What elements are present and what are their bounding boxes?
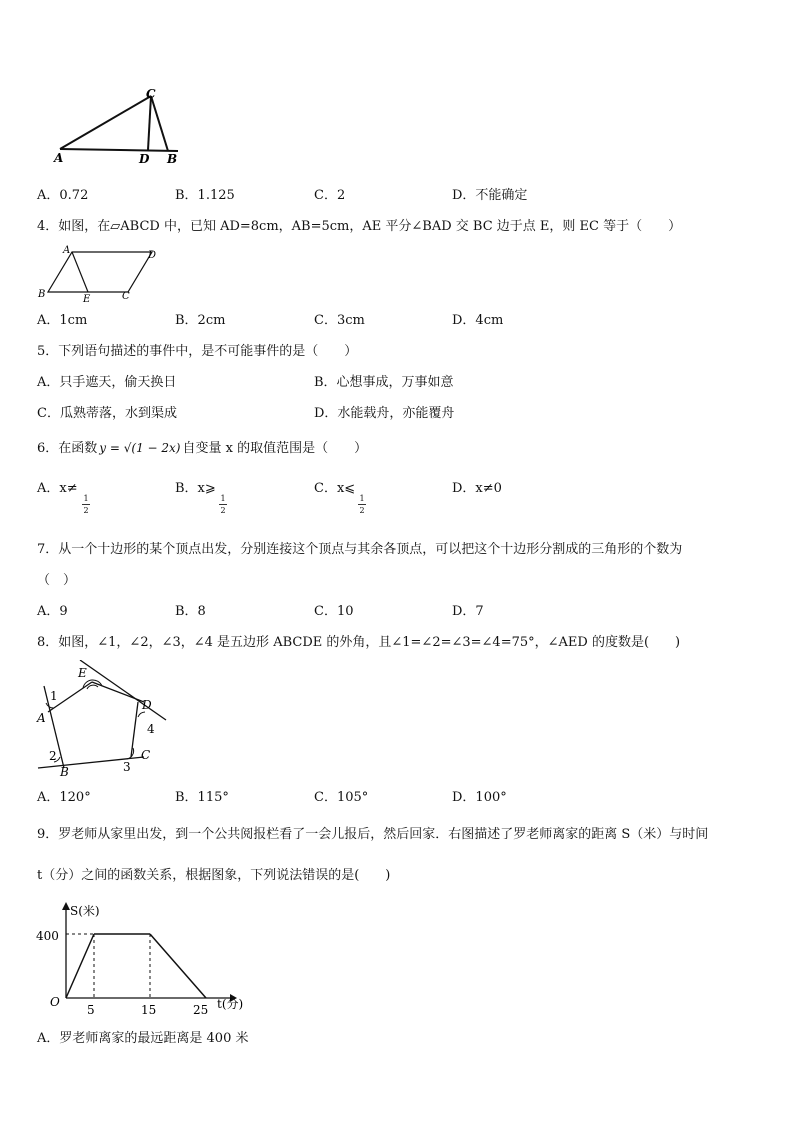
- q9-stem: 9．罗老师从家里出发，到一个公共阅报栏看了一会儿报后，然后回家．右图描述了罗老师离家的距离 S（米）与时间: [37, 827, 709, 842]
- q9-y-arrow: [62, 902, 70, 910]
- q3-label-a: A: [54, 151, 64, 165]
- q7-option-b: B．8: [175, 604, 206, 619]
- q4-label-d: D: [148, 250, 157, 261]
- q7-option-a: A．9: [37, 604, 68, 619]
- q8-option-b: B．115°: [175, 790, 229, 805]
- q6-stem: [37, 439, 367, 458]
- q5-option-d: D．水能载舟，亦能覆舟: [314, 406, 455, 421]
- q6-option-b: B．x⩾: [175, 481, 216, 496]
- q6-option-c-fraction: 1 2: [359, 494, 365, 515]
- q9-x-axis-label: t(分): [217, 997, 244, 1011]
- q4-label-b: B: [38, 289, 46, 300]
- q4-option-d: D．4cm: [452, 313, 504, 328]
- q8-option-a: A．120°: [37, 790, 91, 805]
- q9-stem-cont: t（分）之间的函数关系，根据图象，下列说法错误的是( ): [37, 868, 391, 883]
- q8-label-d: D: [142, 698, 152, 712]
- q3-option-d: D．不能确定: [452, 188, 528, 203]
- q9-origin-label: O: [50, 995, 60, 1009]
- q6-option-a-fraction: 1 2: [83, 494, 89, 515]
- q4-option-c: C．3cm: [314, 313, 365, 328]
- q8-pentagon-figure: [34, 660, 174, 782]
- q9-series-segment-2: [150, 934, 206, 998]
- q3-label-c: C: [146, 87, 156, 101]
- q5-option-b: B．心想事成，万事如意: [314, 375, 454, 390]
- q8-option-c: C．105°: [314, 790, 369, 805]
- q8-angle-1: 1: [50, 689, 58, 703]
- q6-stem-after: 自变量 x 的取值范围是（ ）: [182, 441, 368, 456]
- q4-option-a: A．1cm: [37, 313, 88, 328]
- q8-angle-2: 2: [49, 749, 57, 763]
- q3-label-d: D: [139, 152, 150, 166]
- q8-stem: 8．如图，∠1，∠2，∠3，∠4 是五边形 ABCDE 的外角，且∠1=∠2=∠3=∠4=75°，∠AED 的度数是( ): [37, 635, 681, 650]
- q8-label-a: A: [37, 711, 46, 725]
- q6-option-a: A．x≠: [37, 481, 78, 496]
- q8-angle-4: 4: [147, 722, 155, 736]
- q7-option-c: C．10: [314, 604, 354, 619]
- q3-option-c: C．2: [314, 188, 346, 203]
- q4-parallelogram-figure: [36, 242, 166, 304]
- q4-label-a: A: [63, 245, 71, 256]
- q9-y-axis-label: S(米): [70, 904, 100, 918]
- q8-option-d: D．100°: [452, 790, 507, 805]
- q9-x-tick-15: 15: [141, 1003, 157, 1017]
- q4-label-c: C: [122, 291, 130, 302]
- q6-option-d: D．x≠0: [452, 481, 502, 496]
- q7-stem: 7．从一个十边形的某个顶点出发，分别连接这个顶点与其余各顶点，可以把这个十边形分割成的三角形的个数为: [37, 542, 683, 557]
- q6-option-b-fraction: 1 2: [220, 494, 226, 515]
- q9-x-tick-25: 25: [193, 1003, 209, 1017]
- q4-stem: 4．如图，在▱ABCD 中，已知 AD=8cm，AB=5cm，AE 平分∠BAD 交 BC 边于点 E，则 EC 等于（ ）: [37, 219, 682, 234]
- q8-angle-3: 3: [123, 760, 131, 774]
- q5-option-a: A．只手遮天，偷天换日: [37, 375, 177, 390]
- q3-option-b: B．1.125: [175, 188, 235, 203]
- q9-distance-time-graph: [30, 898, 260, 1020]
- q9-x-tick-5: 5: [87, 1003, 95, 1017]
- q6-formula: y = √(1 − 2x): [99, 441, 181, 455]
- q8-label-c: C: [141, 748, 151, 762]
- q3-label-b: B: [167, 152, 178, 166]
- q6-option-c: C．x⩽: [314, 481, 356, 496]
- q4-option-b: B．2cm: [175, 313, 226, 328]
- q3-triangle-figure: [50, 82, 190, 172]
- q8-label-b: B: [60, 765, 69, 779]
- q9-series-segment-0: [66, 934, 94, 998]
- q3-option-a: A．0.72: [37, 188, 89, 203]
- q6-stem-before: 6．在函数: [37, 441, 98, 456]
- q9-option-a: A．罗老师离家的最远距离是 400 米: [37, 1031, 249, 1046]
- q8-label-e: E: [78, 666, 87, 680]
- q9-y-tick-400: 400: [36, 929, 59, 943]
- q5-option-c: C．瓜熟蒂落，水到渠成: [37, 406, 177, 421]
- q5-stem: 5．下列语句描述的事件中，是不可能事件的是（ ）: [37, 344, 358, 359]
- q7-stem-cont: （ ）: [37, 573, 77, 588]
- q7-option-d: D．7: [452, 604, 484, 619]
- q4-label-e: E: [83, 294, 91, 304]
